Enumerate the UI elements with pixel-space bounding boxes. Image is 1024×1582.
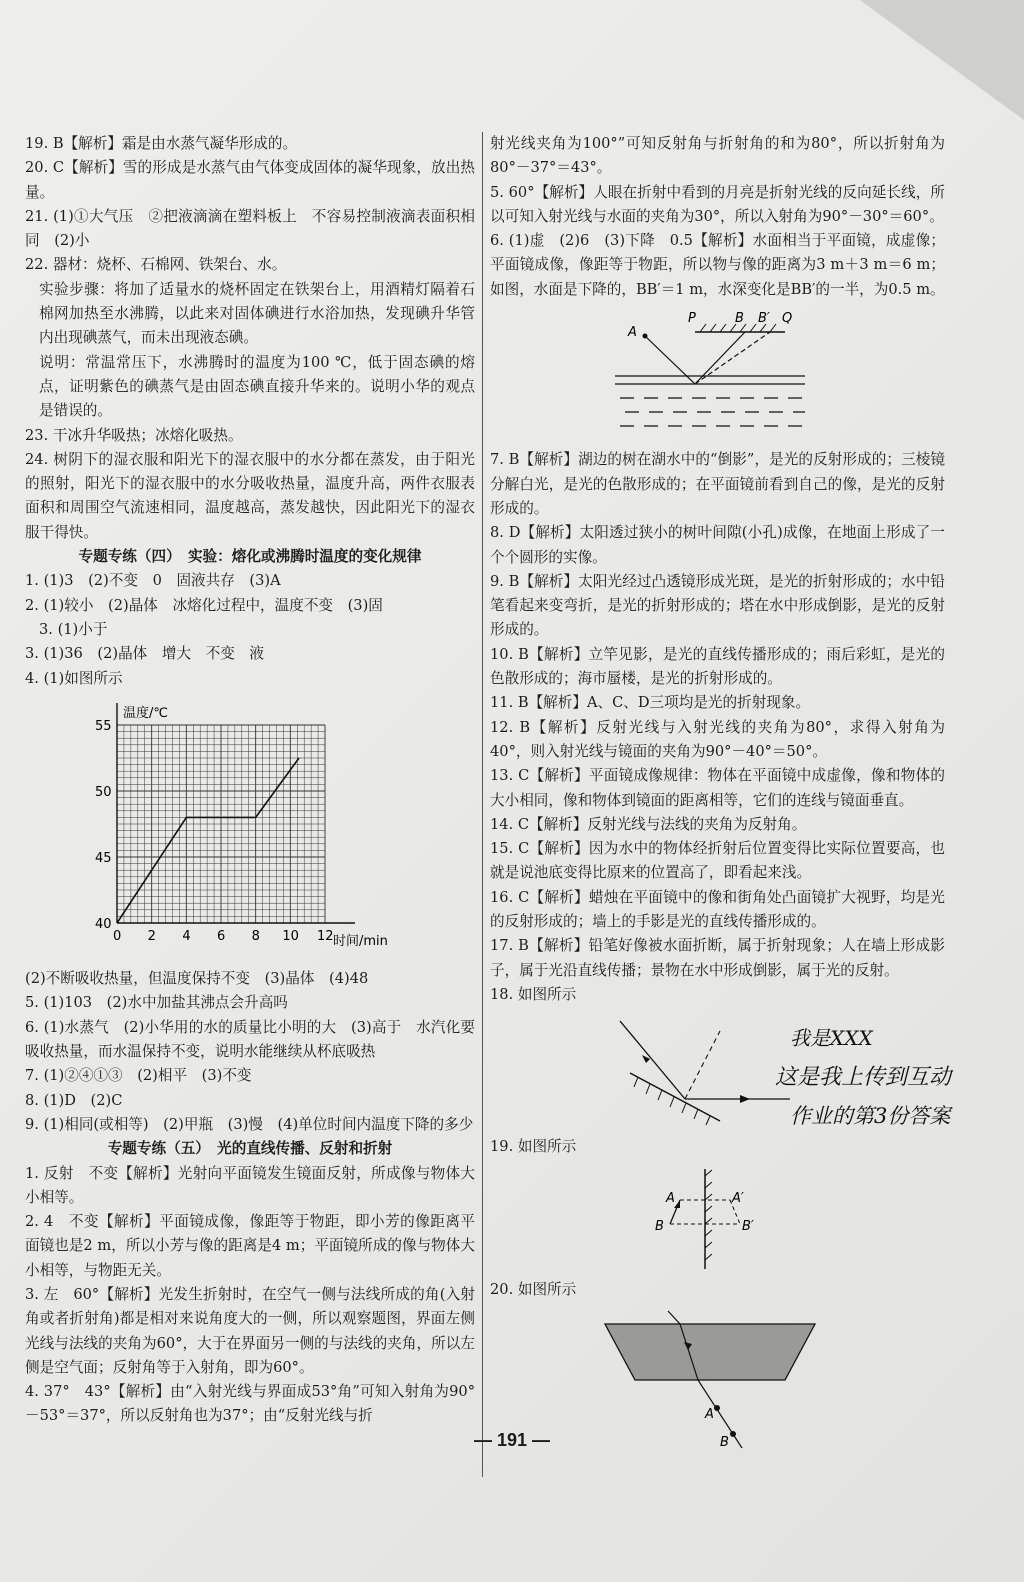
fig20-label-B: B bbox=[720, 1434, 729, 1450]
fig19-label-B-prime: B′ bbox=[742, 1218, 754, 1234]
s5-answer-13: 13. C【解析】平面镜成像规律：物体在平面镜中成虚像，像和物体的大小相同，像和物体到镜面的距离相等，它们的连线与镜面垂直。 bbox=[490, 767, 945, 809]
s5-answer-20: 20. 如图所示 bbox=[490, 1280, 577, 1298]
answer-21: 21. (1)①大气压 ②把液滴滴在塑料板上 不容易控制液滴表面积相同 (2)小 bbox=[25, 207, 475, 250]
answer-22-explain: 说明：常温常压下，水沸腾时的温度为100 ℃，低于固态碘的熔点，证明紫色的碘蒸气是由固态碘直接升华来的。说明小华的观点是错误的。 bbox=[39, 353, 475, 420]
page-number: — 191 — bbox=[473, 1430, 551, 1450]
x-tick-label: 8 bbox=[251, 928, 260, 944]
section-5-title: 专题专练（五） 光的直线传播、反射和折射 bbox=[107, 1140, 393, 1158]
y-tick-label: 40 bbox=[95, 916, 112, 932]
answer-23: 23. 干冰升华吸热；冰熔化吸热。 bbox=[25, 426, 243, 444]
s4-answer-1: 1. (1)3 (2)不变 0 固液共存 (3)A bbox=[25, 572, 281, 590]
y-tick-label: 45 bbox=[95, 850, 112, 866]
s5-answer-4: 4. 37° 43°【解析】由“入射光线与界面成53°角”可知入射角为90°－53°＝37°，所以反射角也为37°；由“反射光线与折 bbox=[25, 1383, 475, 1425]
s5-answer-18: 18. 如图所示 bbox=[490, 985, 577, 1003]
handwritten-note-line3: 作业的第3份答案 bbox=[790, 1104, 951, 1128]
fig19-label-A: A bbox=[666, 1190, 675, 1206]
s4-answer-2: 2. (1)较小 (2)晶体 冰熔化过程中，温度不变 (3)固 bbox=[25, 596, 383, 614]
s5-answer-4-cont: 射光线夹角为100°”可知反射角与折射角的和为80°，所以折射角为80°－37°＝43°。 bbox=[490, 135, 945, 177]
s4-answer-7: 7. (1)②④①③ (2)相平 (3)不变 bbox=[25, 1067, 252, 1085]
x-tick-label: 2 bbox=[147, 928, 156, 944]
s5-answer-5: 5. 60°【解析】人眼在折射中看到的月亮是折射光线的反向延长线，所以可知入射光线与水面的夹角为30°，所以入射角为90°－30°＝60°。 bbox=[490, 183, 945, 225]
s4-answer-8: 8. (1)D (2)C bbox=[25, 1091, 123, 1109]
s5-answer-8: 8. D【解析】太阳透过狭小的树叶间隙(小孔)成像，在地面上形成了一个个圆形的实像。 bbox=[490, 524, 945, 566]
s5-answer-1: 1. 反射 不变【解析】光射向平面镜发生镜面反射，所成像与物体大小相等。 bbox=[25, 1164, 475, 1206]
label-Q: Q bbox=[782, 311, 793, 327]
s4-answer-6: 6. (1)水蒸气 (2)小华用的水的质量比小明的大 (3)高于 水汽化要吸收热量，而水温保持不变，说明水能继续从杯底吸热 bbox=[25, 1018, 475, 1061]
s5-answer-11: 11. B【解析】A、C、D三项均是光的折射现象。 bbox=[490, 694, 811, 712]
mirror-water-svg bbox=[490, 306, 945, 436]
s5-answer-16: 16. C【解析】蜡烛在平面镜中的像和街角处凸面镜扩大视野，均是光的反射形成的；墙上的手影是光的直线传播形成的。 bbox=[490, 888, 945, 931]
s4-answer-9: 9. (1)相同(或相等) (2)甲瓶 (3)慢 (4)单位时间内温度下降的多少 bbox=[25, 1115, 474, 1133]
fig19-label-B: B bbox=[655, 1218, 664, 1234]
right-column bbox=[490, 132, 945, 1460]
s5-answer-2: 2. 4 不变【解析】平面镜成像，像距等于物距，即小芳的像距离平面镜也是2 m，所以小芳与像的距离是4 m；平面镜所成的像与物体大小相等，与物距无关。 bbox=[25, 1213, 475, 1279]
s5-answer-15: 15. C【解析】因为水中的物体经折射后位置变得比实际位置要高，也就是说池底变得比原来的位置高了，即看起来浅。 bbox=[490, 840, 945, 882]
mirror-water-figure bbox=[490, 306, 945, 444]
fig19-label-A-prime: A′ bbox=[732, 1190, 744, 1206]
s5-answer-17: 17. B【解析】铅笔好像被水面折断，属于折射现象；人在墙上形成影子，属于光沿直线传播；景物在水中形成倒影，属于光的反射。 bbox=[490, 937, 945, 979]
x-axis-label: 时间/min bbox=[333, 933, 388, 949]
temperature-line bbox=[117, 758, 299, 923]
answer-22-steps: 实验步骤：将加了适量水的烧杯固定在铁架台上，用酒精灯隔着石棉网加热至水沸腾，以此来对固体碘进行水浴加热，发现碘升华管内出现碘蒸气，而未出现液态碘。 bbox=[39, 280, 475, 347]
x-tick-label: 4 bbox=[182, 928, 191, 944]
plane-mirror-figure-19 bbox=[490, 1164, 945, 1274]
s4-answer-2b: 3. (1)小于 bbox=[39, 620, 108, 638]
s4-answer-4b: (2)不断吸收热量，但温度保持不变 (3)晶体 (4)48 bbox=[25, 970, 369, 988]
y-tick-label: 55 bbox=[95, 718, 112, 734]
y-axis-label: 温度/℃ bbox=[123, 705, 168, 721]
answer-20: 20. C【解析】雪的形成是水蒸气由气体变成固体的凝华现象，放出热量。 bbox=[25, 159, 475, 201]
s5-answer-14: 14. C【解析】反射光线与法线的夹角为反射角。 bbox=[490, 815, 807, 833]
left-column bbox=[25, 132, 475, 1429]
handwritten-note-line1: 我是XXX bbox=[790, 1026, 873, 1050]
handwritten-note-line2: 这是我上传到互动 bbox=[775, 1065, 952, 1090]
section-4-title: 专题专练（四） 实验：熔化或沸腾时温度的变化规律 bbox=[78, 548, 422, 566]
label-B-prime: B′ bbox=[758, 311, 770, 327]
s5-answer-12: 12. B【解析】反射光线与入射光线的夹角为80°，求得入射角为40°，则入射光线与镜面的夹角为90°－40°＝50°。 bbox=[490, 718, 945, 760]
chart-grid bbox=[117, 725, 325, 923]
x-tick-label: 6 bbox=[217, 928, 226, 944]
x-tick-label: 10 bbox=[282, 928, 299, 944]
s4-answer-5: 5. (1)103 (2)水中加盐其沸点会升高吗 bbox=[25, 994, 288, 1012]
answer-22: 22. 器材：烧杯、石棉网、铁架台、水。 bbox=[25, 256, 287, 274]
s5-answer-10: 10. B【解析】立竿见影，是光的直线传播形成的；雨后彩虹，是光的色散形成的；海市蜃楼，是光的折射形成的。 bbox=[490, 645, 945, 688]
label-B: B bbox=[735, 311, 744, 327]
s5-answer-3: 3. 左 60°【解析】光发生折射时，在空气一侧与法线所成的角(入射角或者折射角)都是相对来说角度大的一侧，所以观察题图，界面左侧光线与法线的夹角为60°，大于在界面另一侧的与法线的夹角，所以左侧是空气面；反射角等于入射角，即为60°。 bbox=[25, 1285, 475, 1376]
s5-answer-7: 7. B【解析】湖边的树在湖水中的“倒影”，是光的反射形成的；三棱镜分解白光，是光的色散形成的；在平面镜前看到自己的像，是光的反射形成的。 bbox=[490, 451, 945, 517]
column-divider bbox=[482, 132, 483, 1477]
label-A: A bbox=[628, 325, 637, 341]
plane-mirror-svg-19 bbox=[490, 1164, 945, 1274]
x-tick-label: 0 bbox=[113, 928, 122, 944]
s5-answer-9: 9. B【解析】太阳光经过凸透镜形成光斑，是光的折射形成的；水中铅笔看起来变弯折，是光的折射形成的；塔在水中形成倒影，是光的反射形成的。 bbox=[490, 572, 945, 639]
s4-answer-4: 4. (1)如图所示 bbox=[25, 669, 123, 687]
s5-answer-19: 19. 如图所示 bbox=[490, 1138, 577, 1156]
temperature-chart-svg bbox=[25, 695, 388, 955]
s5-answer-6: 6. (1)虚 (2)6 (3)下降 0.5【解析】水面相当于平面镜，成虚像；平面镜成像，像距等于物距，所以物与像的距离为3 m＋3 m＝6 m；如图，水面是下降的，BB′＝1 m，水深变化是BB′的一半，为0.5 m。 bbox=[490, 232, 945, 298]
temperature-chart bbox=[25, 695, 475, 963]
x-tick-label: 12 bbox=[317, 928, 334, 944]
fig20-label-A: A bbox=[705, 1406, 714, 1422]
y-tick-label: 50 bbox=[95, 784, 112, 800]
s4-answer-3: 3. (1)36 (2)晶体 增大 不变 液 bbox=[25, 645, 265, 663]
label-P: P bbox=[688, 311, 696, 327]
answer-19: 19. B【解析】霜是由水蒸气凝华形成的。 bbox=[25, 135, 298, 152]
answer-24: 24. 树阴下的湿衣服和阳光下的湿衣服中的水分都在蒸发，由于阳光的照射，阳光下的湿衣服中的水分吸收热量，温度升高，两件衣服表面积和周围空气流速相同，温度越高，蒸发越快，因此阳光下的湿衣服干得快。 bbox=[25, 450, 475, 541]
